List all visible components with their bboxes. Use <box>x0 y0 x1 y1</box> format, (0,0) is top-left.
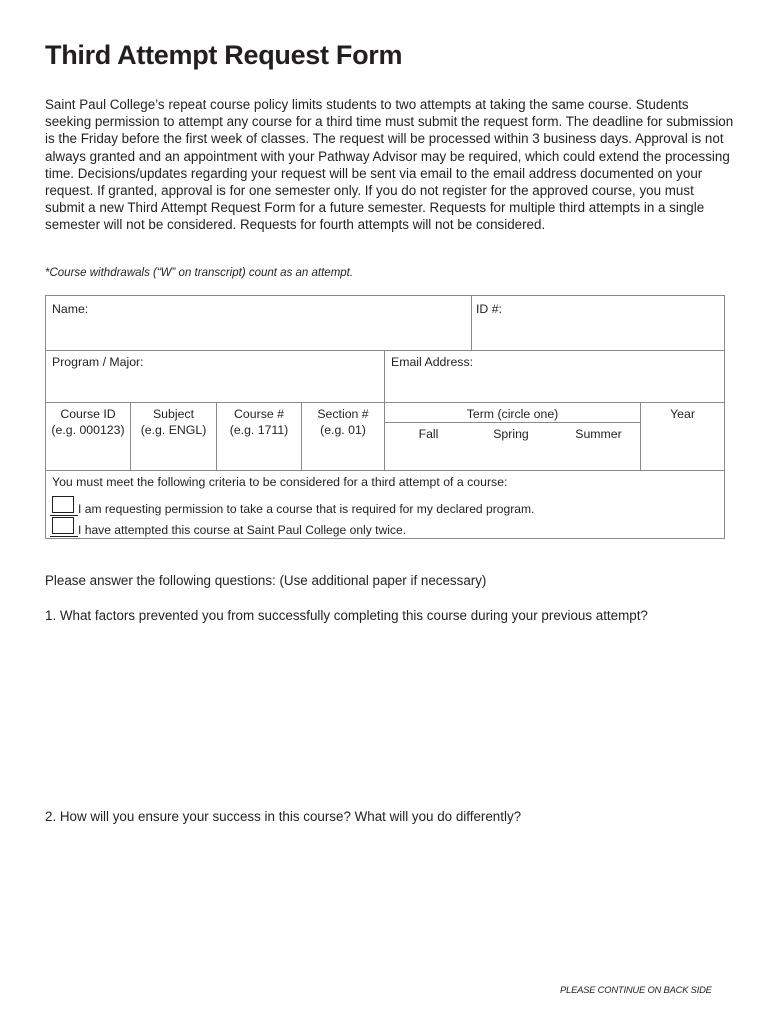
course-number-label: Course # <box>234 407 284 421</box>
question-2: 2. How will you ensure your success in this course? What will you do differently? <box>45 809 522 824</box>
id-field[interactable] <box>472 296 724 350</box>
subject-field[interactable] <box>131 406 216 438</box>
section-example: (e.g. 01) <box>320 423 366 437</box>
criteria-checkbox-required-course[interactable] <box>52 496 74 513</box>
criteria-checkbox-attempted-twice[interactable] <box>52 517 74 534</box>
year-field[interactable] <box>641 406 724 466</box>
continue-footer: PLEASE CONTINUE ON BACK SIDE <box>560 984 712 995</box>
id-label: ID #: <box>476 302 502 316</box>
section-field[interactable] <box>302 406 384 438</box>
program-label: Program / Major: <box>52 355 144 369</box>
form-title: Third Attempt Request Form <box>45 40 403 70</box>
withdrawal-note: *Course withdrawals (“W” on transcript) count as an attempt. <box>45 267 354 279</box>
email-field[interactable] <box>385 351 724 402</box>
criteria-text: I have attempted this course at Saint Paul College only twice. <box>78 522 407 537</box>
policy-paragraph: Saint Paul College’s repeat course policy limits students to two attempts at taking the same course. Students seeking permission to attempt any course for a third time must submit the request form. The deadline for submission is the Friday before the first week of classes. The request will be processed within 3 business days. Approval is not always granted and an appointment with your Pathway Advisor may be required, which could extend the processing time. Decisions/updates regarding your request will be sent via email to the email address documented on your request. If granted, approval is for one semester only. If you do not register for the approved course, you must submit a new Third Attempt Request Form for a future semester. Requests for multiple third attempts in a single semester will not be considered. Requests for fourth attempts will not be considered. <box>45 97 734 233</box>
term-label: Term (circle one) <box>466 407 559 421</box>
course-id-label: Course ID <box>60 407 116 421</box>
criteria-intro: You must meet the following criteria to be considered for a third attempt of a course: <box>52 475 508 489</box>
term-fall-option[interactable]: Fall <box>418 427 439 441</box>
course-number-field[interactable] <box>217 406 301 438</box>
course-id-field[interactable] <box>46 406 130 438</box>
term-summer-option[interactable]: Summer <box>575 427 622 441</box>
name-field[interactable] <box>46 296 471 350</box>
year-label: Year <box>670 407 695 421</box>
course-id-example: (e.g. 000123) <box>51 423 125 437</box>
course-number-example: (e.g. 1711) <box>229 423 289 437</box>
question-1: 1. What factors prevented you from successfully completing this course during your previous attempt? <box>45 608 648 623</box>
name-label: Name: <box>52 302 89 316</box>
section-label: Section # <box>317 407 369 421</box>
request-form-table <box>45 295 725 539</box>
email-label: Email Address: <box>391 355 474 369</box>
subject-label: Subject <box>152 407 195 421</box>
subject-example: (e.g. ENGL) <box>140 423 207 437</box>
criteria-item <box>52 500 534 517</box>
criteria-text: I am requesting permission to take a course that is required for my declared program. <box>78 501 535 516</box>
program-field[interactable] <box>46 351 384 402</box>
answer-2-field[interactable] <box>45 833 729 977</box>
criteria-item <box>52 521 406 538</box>
answer-1-field[interactable] <box>45 632 729 796</box>
term-spring-option[interactable]: Spring <box>493 427 529 441</box>
questions-intro: Please answer the following questions: (Use additional paper if necessary) <box>45 573 487 588</box>
